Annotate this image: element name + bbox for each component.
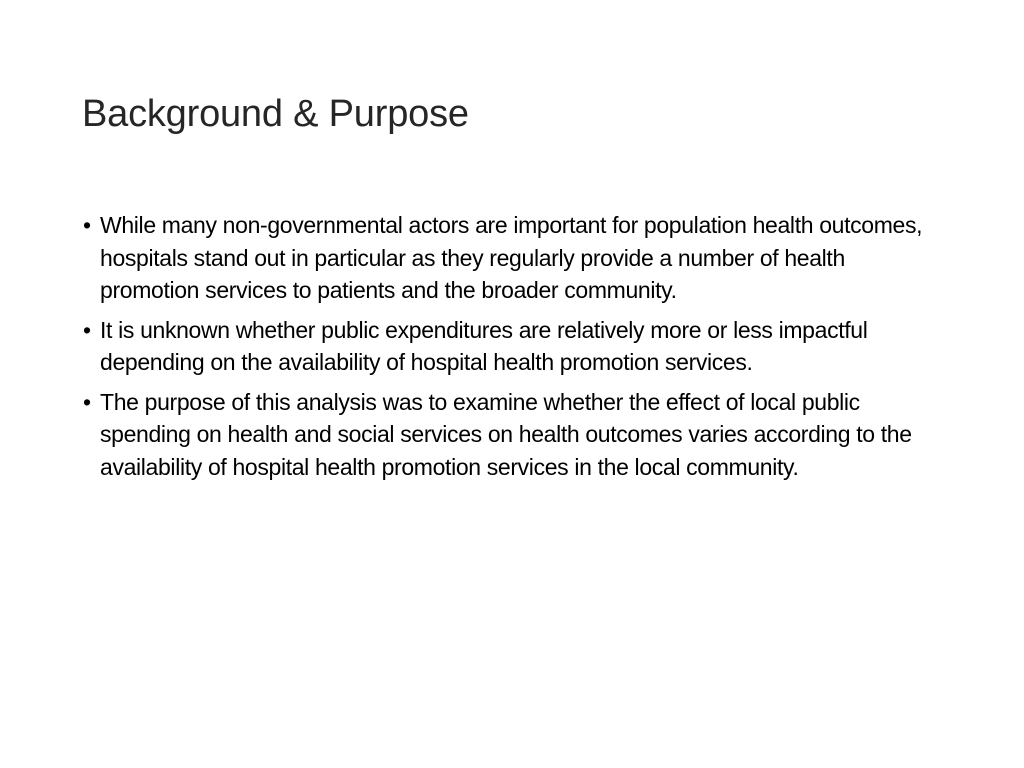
bullet-item <box>82 209 948 307</box>
slide-title: Background & Purpose <box>82 93 469 135</box>
bullet-list <box>82 209 948 490</box>
bullet-item <box>82 314 948 379</box>
bullet-text: It is unknown whether public expenditures are relatively more or less impactful depending on the availability of hospital health promotion services. <box>100 316 868 375</box>
bullet-icon: • <box>83 316 91 343</box>
bullet-item <box>82 386 948 484</box>
bullet-icon: • <box>83 212 91 238</box>
bullet-icon: • <box>83 388 91 415</box>
bullet-text: While many non-governmental actors are important for population health outcomes, hospitals stand out in particular as they regularly provide a number of health promotion services to patients and the broader community. <box>100 212 923 303</box>
bullet-text: The purpose of this analysis was to examine whether the effect of local public spending on health and social services on health outcomes varies according to the availability of hospital health promotion services in the local community. <box>100 388 912 480</box>
